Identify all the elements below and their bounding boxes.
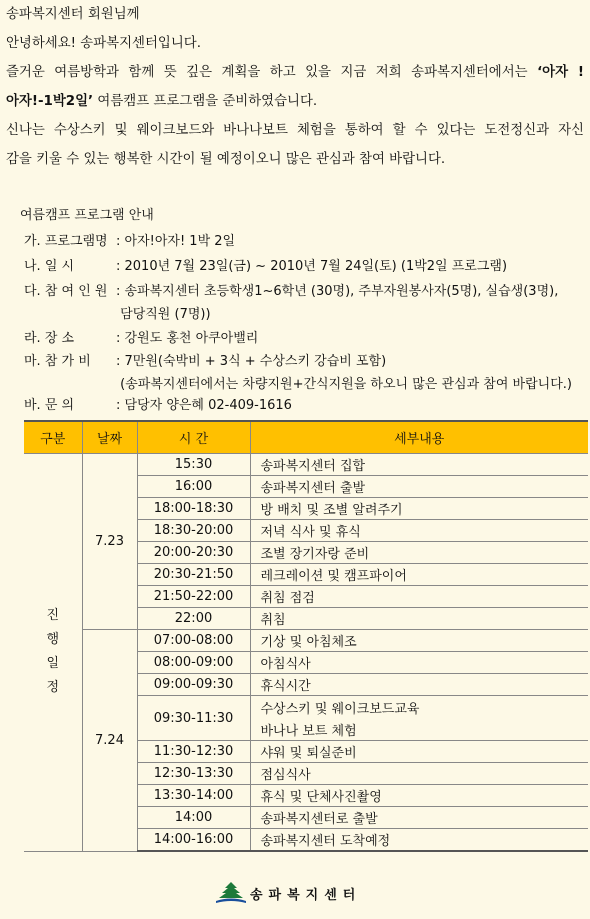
time-cell: 09:00-09:30	[137, 674, 250, 696]
detail-cell: 레크레이션 및 캠프파이어	[250, 564, 588, 586]
time-cell: 14:00	[137, 807, 250, 829]
guide-row-contact: 바. 문 의 : 담당자 양은혜 02-409-1616	[24, 398, 292, 413]
guide-row-name: 가. 프로그램명 : 아자!아자! 1박 2일	[24, 234, 236, 249]
date-cell-day2: 7.24	[82, 630, 137, 852]
time-cell: 22:00	[137, 608, 250, 630]
guide-row-fee: 마. 참 가 비 : 7만원(숙박비 + 3식 + 수상스키 강습비 포함)	[24, 354, 387, 369]
date-cell-day1: 7.23	[82, 454, 137, 630]
time-cell: 13:30-14:00	[137, 785, 250, 807]
time-cell: 21:50-22:00	[137, 586, 250, 608]
detail-cell: 아침식사	[250, 652, 588, 674]
detail-cell: 수상스키 및 웨이크보드교육	[250, 696, 588, 719]
time-cell: 07:00-08:00	[137, 630, 250, 652]
program-quote-end: 아자!-1박2일’	[6, 94, 94, 109]
program-quote-start: ‘아자 !	[537, 65, 585, 80]
detail-cell: 송파복지센터로 출발	[250, 807, 588, 829]
header-time: 시 간	[137, 421, 250, 454]
table-row	[24, 630, 588, 652]
table-row	[24, 454, 588, 476]
header-detail: 세부내용	[250, 421, 588, 454]
intro-line-4: 아자!-1박2일’ 여름캠프 프로그램을 준비하였습니다.	[6, 94, 318, 109]
time-cell: 20:00-20:30	[137, 542, 250, 564]
header-date: 날짜	[82, 421, 137, 454]
detail-cell: 송파복지센터 출발	[250, 476, 588, 498]
logo-text: 송파복지센터	[250, 887, 362, 903]
time-cell: 18:30-20:00	[137, 520, 250, 542]
time-cell: 09:30-11:30	[137, 696, 250, 741]
time-cell: 12:30-13:30	[137, 763, 250, 785]
time-cell: 14:00-16:00	[137, 829, 250, 852]
detail-cell: 취침 점검	[250, 586, 588, 608]
detail-cell: 휴식시간	[250, 674, 588, 696]
detail-cell: 송파복지센터 집합	[250, 454, 588, 476]
time-cell: 18:00-18:30	[137, 498, 250, 520]
time-cell: 20:30-21:50	[137, 564, 250, 586]
footer-logo	[214, 880, 361, 906]
header-category: 구분	[24, 421, 82, 454]
time-cell: 16:00	[137, 476, 250, 498]
detail-cell: 바나나 보트 체험	[250, 718, 588, 741]
greeting: 송파복지센터 회원님께	[6, 7, 140, 22]
time-cell: 11:30-12:30	[137, 741, 250, 763]
intro-line-6: 감을 키울 수 있는 행복한 시간이 될 예정이오니 많은 관심과 참여 바랍니다.	[6, 152, 446, 167]
intro-line-5: 신나는 수상스키 및 웨이크보드와 바나나보트 체험을 통하여 할 수 있다는 도전정신과 자신	[6, 123, 584, 138]
detail-cell: 저녁 식사 및 휴식	[250, 520, 588, 542]
letter-intro	[6, 0, 584, 174]
time-cell: 08:00-09:00	[137, 652, 250, 674]
guide-title: 여름캠프 프로그램 안내	[20, 208, 154, 223]
detail-cell: 기상 및 아침체조	[250, 630, 588, 652]
detail-cell: 송파복지센터 도착예정	[250, 829, 588, 852]
detail-cell: 점심식사	[250, 763, 588, 785]
guide-row-place: 라. 장 소 : 강원도 홍천 아쿠아밸리	[24, 331, 259, 346]
category-cell: 진 행 일 정	[24, 454, 82, 852]
guide-row-participants: 다. 참 여 인 원 : 송파복지센터 초등학생1~6학년 (30명), 주부자원봉사자(5명), 실습생(3명),	[24, 284, 559, 299]
guide-row-participants-cont: 담당직원 (7명))	[116, 307, 211, 322]
hello-line: 안녕하세요! 송파복지센터입니다.	[6, 36, 201, 51]
guide-row-date: 나. 일 시 : 2010년 7월 23일(금) ~ 2010년 7월 24일(토) (1박2일 프로그램)	[24, 259, 508, 274]
detail-cell: 방 배치 및 조별 알려주기	[250, 498, 588, 520]
detail-cell: 휴식 및 단체사진촬영	[250, 785, 588, 807]
detail-cell: 샤워 및 퇴실준비	[250, 741, 588, 763]
detail-cell: 취침	[250, 608, 588, 630]
time-cell: 15:30	[137, 454, 250, 476]
intro-line-3: 즐거운 여름방학과 함께 뜻 깊은 계획을 하고 있을 지금 저희 송파복지센터에서는 ‘아자 !	[6, 65, 585, 80]
pine-tree-logo-icon	[214, 881, 248, 905]
guide-row-fee-note: (송파복지센터에서는 차량지원+간식지원을 하오니 많은 관심과 참여 바랍니다.)	[116, 377, 572, 392]
detail-cell: 조별 장기자랑 준비	[250, 542, 588, 564]
table-header-row	[24, 421, 588, 454]
schedule-table	[24, 420, 588, 852]
